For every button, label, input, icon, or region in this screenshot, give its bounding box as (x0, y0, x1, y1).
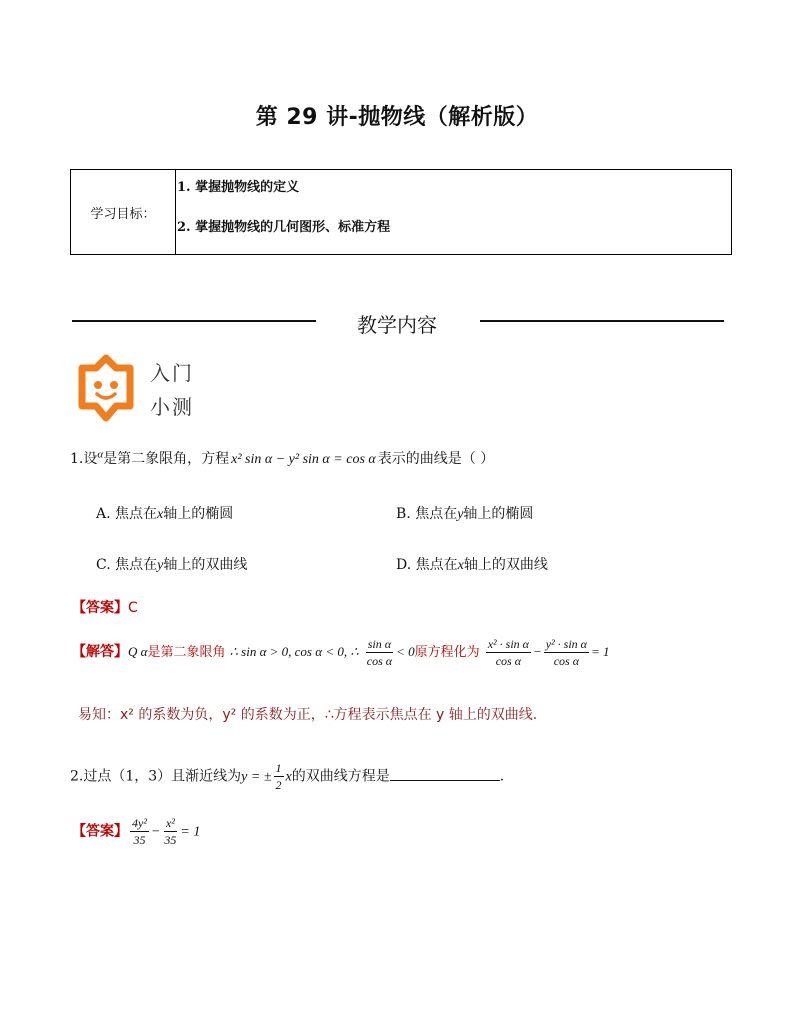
q1-equation: x² sin α − y² sin α = cos α (231, 452, 376, 467)
fraction: $\frac{\text{x² · sin α}}{\text{cos α}}$ (487, 637, 529, 668)
option-c[interactable]: C. 焦点在y轴上的双曲线 (96, 557, 248, 573)
option-d[interactable]: D. 焦点在x轴上的双曲线 (396, 557, 548, 573)
learning-goals-table (70, 169, 732, 255)
question-2: 2.过点（1，3）且渐近线为y = ± $\frac{1}{2}$ x的双曲线方程是 . (70, 761, 505, 792)
badge-line1: 入门 (150, 361, 194, 385)
robot-chat-icon (72, 352, 140, 424)
fraction: $\frac{1}{2}$ (275, 761, 282, 792)
goal-item: 1. 掌握抛物线的定义 (177, 180, 300, 195)
option-a[interactable]: A. 焦点在x轴上的椭圆 (96, 506, 234, 522)
option-b[interactable]: B. 焦点在y轴上的椭圆 (396, 506, 534, 522)
section-title: 教学内容 (357, 313, 437, 337)
goals-label: 学习目标： (71, 170, 176, 254)
q1-explanation: 【解答】Q α是第二象限角 ∴ sin α > 0, cos α < 0, ∴ $\frac{\text{sin α}}{\text{cos α}}$ < 0原方程化为 $\frac{\text{x² · sin α}}{\text{cos α}}$ − $\frac{\text{y² · sin α}}{\text{cos α}}$ = 1 (72, 637, 610, 668)
answer-blank[interactable] (390, 766, 500, 781)
q1-note: 易知：x² 的系数为负，y² 的系数为正，∴方程表示焦点在 y 轴上的双曲线. (78, 707, 538, 723)
badge-line2: 小测 (150, 395, 194, 419)
fraction: $\frac{\text{x²}}{35}$ (164, 816, 177, 847)
question-1: 1.设$^\alpha$是第二象限角，方程 x² sin α − y² sin α = cos α 表示的曲线是（ ） (70, 448, 495, 467)
fraction: $\frac{\text{y² · sin α}}{\text{cos α}}$ (545, 637, 587, 668)
fraction: $\frac{\text{4y²}}{35}$ (132, 816, 147, 847)
q2-answer: 【答案】 $\frac{\text{4y²}}{35}$ − $\frac{\text{x²}}{35}$ = 1 (72, 816, 201, 847)
fraction: $\frac{\text{sin α}}{\text{cos α}}$ (366, 637, 393, 668)
q1-answer: 【答案】C (72, 600, 138, 616)
page-title: 第 29 讲-抛物线（解析版） (255, 105, 539, 130)
section-rule-right (480, 320, 724, 322)
goal-item: 2. 掌握抛物线的几何图形、标准方程 (177, 220, 391, 235)
